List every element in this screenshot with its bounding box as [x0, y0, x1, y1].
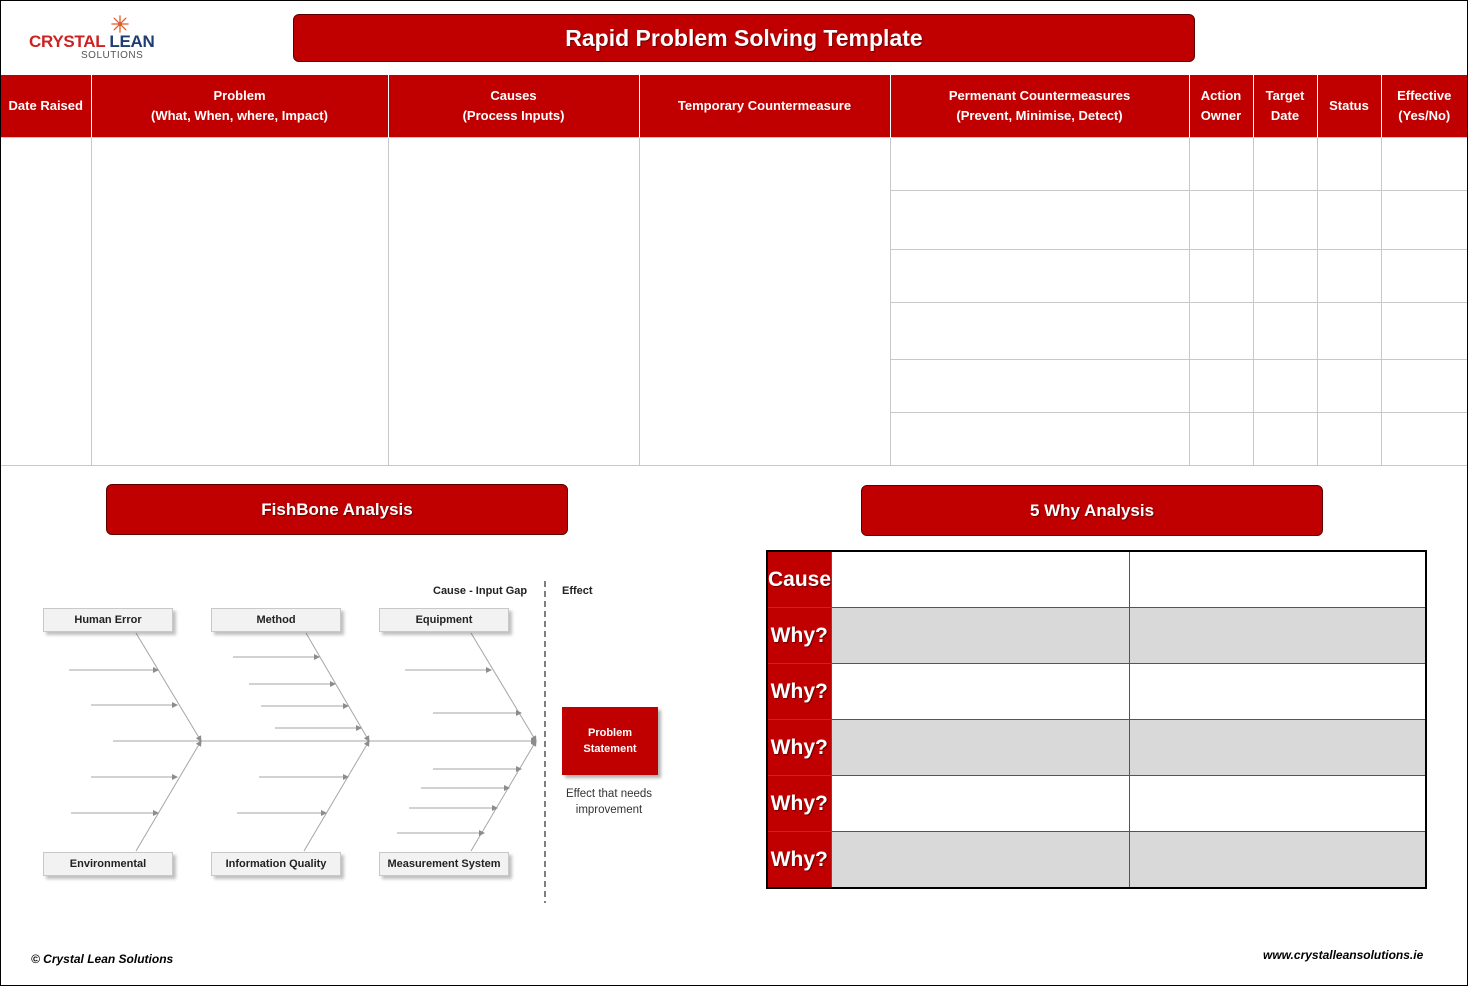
why-row-label: Why?: [767, 608, 831, 664]
status-cell[interactable]: [1317, 191, 1381, 250]
logo-word-lean: LEAN: [109, 32, 155, 51]
why-row-label: Why?: [767, 720, 831, 776]
action-owner-cell[interactable]: [1189, 360, 1253, 413]
why-cell[interactable]: [1129, 832, 1426, 889]
why-cell[interactable]: [1129, 551, 1426, 608]
permanent-countermeasure-cell[interactable]: [890, 138, 1189, 191]
why-row: [767, 776, 1426, 832]
why-row: [767, 832, 1426, 889]
table-row: [1, 138, 1467, 191]
problem-statement-line2: Statement: [583, 743, 637, 755]
target-date-cell[interactable]: [1253, 250, 1317, 303]
status-cell[interactable]: [1317, 303, 1381, 360]
action-owner-cell[interactable]: [1189, 138, 1253, 191]
category-human-error: Human Error: [43, 608, 173, 632]
effective-cell[interactable]: [1381, 360, 1467, 413]
logo-tagline: SOLUTIONS: [81, 50, 144, 61]
logo-word-crystal: CRYSTAL: [29, 32, 105, 51]
col-header-target-date: Target Date: [1253, 75, 1317, 138]
why-cell[interactable]: [1129, 608, 1426, 664]
why-cell[interactable]: [831, 664, 1129, 720]
problem-cell[interactable]: [91, 138, 388, 466]
why-cell[interactable]: [831, 608, 1129, 664]
status-cell[interactable]: [1317, 138, 1381, 191]
permanent-countermeasure-cell[interactable]: [890, 191, 1189, 250]
causes-cell[interactable]: [388, 138, 639, 466]
problem-statement-box: [562, 707, 658, 775]
five-why-table: [766, 550, 1427, 889]
why-cell[interactable]: [1129, 720, 1426, 776]
permanent-countermeasure-cell[interactable]: [890, 360, 1189, 413]
why-cell[interactable]: [831, 776, 1129, 832]
problem-statement-line1: Problem: [587, 727, 632, 739]
target-date-cell[interactable]: [1253, 360, 1317, 413]
effect-description: Effect that needs improvement: [565, 788, 653, 816]
col-header-date-raised: Date Raised: [1, 75, 91, 138]
why-row-label: Why?: [767, 832, 831, 889]
why-row-label: Why?: [767, 776, 831, 832]
cause-input-gap-label: Cause - Input Gap: [433, 585, 528, 597]
why-cell[interactable]: [831, 720, 1129, 776]
permanent-countermeasure-cell[interactable]: [890, 413, 1189, 466]
permanent-countermeasure-cell[interactable]: [890, 250, 1189, 303]
why-row-label: Cause: [767, 551, 831, 608]
effective-cell[interactable]: [1381, 413, 1467, 466]
status-cell[interactable]: [1317, 250, 1381, 303]
website-link[interactable]: www.crystalleansolutions.ie: [1263, 948, 1424, 962]
status-cell[interactable]: [1317, 360, 1381, 413]
effective-cell[interactable]: [1381, 250, 1467, 303]
fishbone-analysis-title: FishBone Analysis: [106, 484, 568, 535]
category-environmental: Environmental: [43, 852, 173, 876]
company-logo: [29, 15, 179, 61]
starburst-icon: [111, 15, 129, 33]
target-date-cell[interactable]: [1253, 138, 1317, 191]
why-row: [767, 720, 1426, 776]
why-row: [767, 608, 1426, 664]
fishbone-diagram: [1, 571, 701, 911]
col-header-action-owner: Action Owner: [1189, 75, 1253, 138]
effective-cell[interactable]: [1381, 303, 1467, 360]
why-cell[interactable]: [831, 551, 1129, 608]
problem-solving-table: [1, 75, 1467, 466]
col-header-temporary-countermeasure: Temporary Countermeasure: [639, 75, 890, 138]
effect-label: Effect: [562, 585, 593, 597]
why-cell[interactable]: [1129, 776, 1426, 832]
category-method: Method: [211, 608, 341, 632]
copyright-text: © Crystal Lean Solutions: [31, 952, 174, 966]
table-header-row: [1, 75, 1467, 138]
status-cell[interactable]: [1317, 413, 1381, 466]
why-row-label: Why?: [767, 664, 831, 720]
action-owner-cell[interactable]: [1189, 413, 1253, 466]
target-date-cell[interactable]: [1253, 413, 1317, 466]
effective-cell[interactable]: [1381, 138, 1467, 191]
col-header-status: Status: [1317, 75, 1381, 138]
why-cell[interactable]: [1129, 664, 1426, 720]
category-equipment: Equipment: [379, 608, 509, 632]
permanent-countermeasure-cell[interactable]: [890, 303, 1189, 360]
effective-cell[interactable]: [1381, 191, 1467, 250]
col-header-problem: Problem (What, When, where, Impact): [91, 75, 388, 138]
target-date-cell[interactable]: [1253, 303, 1317, 360]
date-raised-cell[interactable]: [1, 138, 91, 466]
target-date-cell[interactable]: [1253, 191, 1317, 250]
col-header-permanent-countermeasures: Permenant Countermeasures (Prevent, Minimise, Detect): [890, 75, 1189, 138]
logo-wordmark: [29, 33, 155, 51]
temporary-countermeasure-cell[interactable]: [639, 138, 890, 466]
page-title: Rapid Problem Solving Template: [293, 14, 1195, 62]
category-measurement-system: Measurement System: [379, 852, 509, 876]
five-why-analysis-title: 5 Why Analysis: [861, 485, 1323, 536]
action-owner-cell[interactable]: [1189, 250, 1253, 303]
col-header-causes: Causes (Process Inputs): [388, 75, 639, 138]
why-row: [767, 551, 1426, 608]
col-header-effective: Effective (Yes/No): [1381, 75, 1467, 138]
category-information-quality: Information Quality: [211, 852, 341, 876]
action-owner-cell[interactable]: [1189, 191, 1253, 250]
why-cell[interactable]: [831, 832, 1129, 889]
action-owner-cell[interactable]: [1189, 303, 1253, 360]
why-row: [767, 664, 1426, 720]
